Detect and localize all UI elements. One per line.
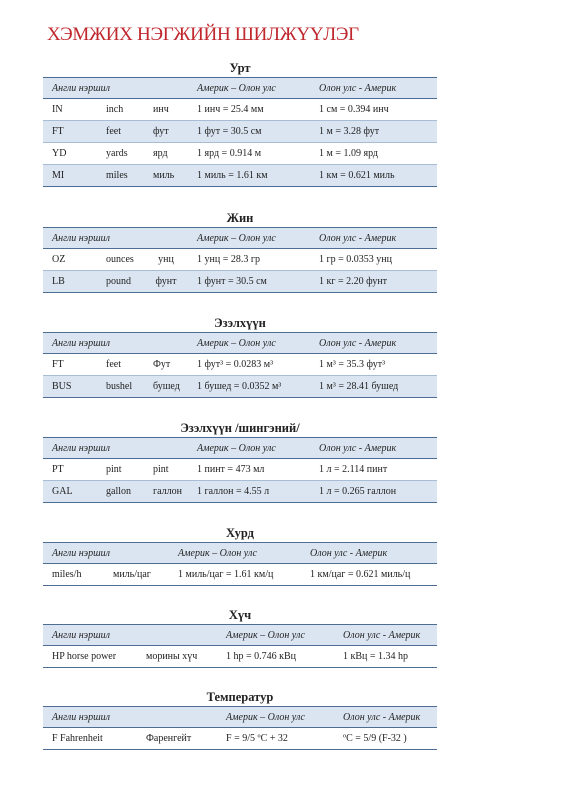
am-to-int-value: 1 фут³ = 0.0283 м³	[197, 359, 274, 370]
am-to-int-value: 1 фут = 30.5 см	[197, 126, 262, 137]
section-volume	[43, 314, 437, 398]
header-english: Англи нэршил	[52, 547, 110, 559]
unit-english: pint	[106, 464, 122, 475]
unit-mongolian: инч	[153, 104, 169, 115]
table-row	[43, 354, 437, 376]
unit-english: ounces	[106, 254, 134, 265]
section-title: Температур	[206, 690, 274, 704]
unit-abbr: BUS	[52, 381, 72, 392]
unit-abbr: GAL	[52, 486, 73, 497]
unit-mongolian: фут	[153, 126, 169, 137]
unit-english: yards	[106, 148, 128, 159]
am-to-int-value: 1 миль = 1.61 км	[197, 170, 268, 181]
unit-mongolian: морины хүч	[146, 651, 198, 662]
am-to-int-value: 1 миль/цаг = 1.61 км/ц	[178, 569, 274, 580]
am-to-int-value: 1 фунт = 30.5 см	[197, 276, 267, 287]
unit-abbr: FT	[52, 126, 64, 137]
table-row	[43, 99, 437, 121]
int-to-am-value: 1 л = 0.265 галлон	[319, 486, 397, 497]
am-to-int-value: 1 инч = 25.4 мм	[197, 104, 264, 115]
section-title: Эзэлхүүн /шингэний/	[180, 421, 300, 435]
page-title: ХЭМЖИХ НЭГЖИЙН ШИЛЖҮҮЛЭГ	[47, 24, 359, 45]
table-row	[43, 271, 437, 293]
unit-abbr: YD	[52, 148, 67, 159]
header-english: Англи нэршил	[52, 82, 110, 94]
conversion-table	[43, 706, 437, 750]
unit-english: feet	[106, 359, 121, 370]
conversion-table	[43, 437, 437, 503]
header-int-to-am: Олон улс - Америк	[343, 711, 421, 723]
table-row	[43, 564, 437, 586]
am-to-int-value: 1 унц = 28.3 гр	[197, 254, 260, 265]
unit-abbr: LB	[52, 276, 65, 287]
unit-english: miles/h	[52, 569, 82, 580]
section-speed	[43, 524, 437, 586]
header-am-to-int: Америк – Олон улс	[197, 82, 276, 94]
header-int-to-am: Олон улс - Америк	[310, 547, 388, 559]
conversion-table	[43, 624, 437, 668]
am-to-int-value: 1 бушед = 0.0352 м³	[197, 381, 282, 392]
header-am-to-int: Америк – Олон улс	[197, 232, 276, 244]
table-header-row	[43, 438, 437, 459]
unit-english: HP horse power	[52, 651, 117, 662]
section-weight	[43, 209, 437, 293]
header-am-to-int: Америк – Олон улс	[197, 442, 276, 454]
section-title: Жин	[226, 211, 254, 225]
unit-mongolian: фунт	[155, 276, 177, 287]
unit-mongolian: галлон	[153, 486, 182, 497]
int-to-am-value: 1 м³ = 35.3 фут³	[319, 359, 386, 370]
unit-english: bushel	[106, 381, 133, 392]
unit-abbr: OZ	[52, 254, 66, 265]
section-power	[43, 606, 437, 668]
section-title: Хурд	[226, 526, 254, 540]
table-row	[43, 481, 437, 503]
header-english: Англи нэршил	[52, 337, 110, 349]
header-english: Англи нэршил	[52, 629, 110, 641]
conversion-table	[43, 542, 437, 586]
table-row	[43, 459, 437, 481]
am-to-int-value: 1 пинт = 473 мл	[197, 464, 265, 475]
unit-english: pound	[106, 276, 131, 287]
unit-mongolian: pint	[153, 464, 169, 475]
am-to-int-value: F = 9/5 ºC + 32	[226, 733, 288, 744]
section-title: Урт	[229, 61, 251, 75]
section-title: Эзэлхүүн	[214, 316, 266, 330]
section-temperature	[43, 688, 437, 750]
int-to-am-value: 1 гр = 0.0353 унц	[319, 254, 392, 265]
header-int-to-am: Олон улс - Америк	[319, 442, 397, 454]
header-int-to-am: Олон улс - Америк	[319, 232, 397, 244]
header-english: Англи нэршил	[52, 232, 110, 244]
int-to-am-value: ºC = 5/9 (F-32 )	[343, 733, 407, 744]
table-header-row	[43, 543, 437, 564]
table-row	[43, 376, 437, 398]
unit-abbr: MI	[52, 170, 65, 181]
int-to-am-value: 1 км/цаг = 0.621 миль/ц	[310, 569, 411, 580]
table-row	[43, 728, 437, 750]
unit-mongolian: миль	[153, 170, 175, 181]
header-am-to-int: Америк – Олон улс	[226, 629, 305, 641]
conversion-table	[43, 227, 437, 293]
conversion-table	[43, 332, 437, 398]
unit-mongolian: ярд	[153, 148, 168, 159]
int-to-am-value: 1 км = 0.621 миль	[319, 170, 395, 181]
am-to-int-value: 1 hp = 0.746 кВц	[226, 651, 297, 662]
table-row	[43, 646, 437, 668]
table-row	[43, 143, 437, 165]
unit-abbr: PT	[52, 464, 64, 475]
am-to-int-value: 1 галлон = 4.55 л	[197, 486, 270, 497]
header-int-to-am: Олон улс - Америк	[319, 337, 397, 349]
table-header-row	[43, 707, 437, 728]
header-int-to-am: Олон улс - Америк	[319, 82, 397, 94]
unit-english: feet	[106, 126, 121, 137]
header-english: Англи нэршил	[52, 442, 110, 454]
unit-mongolian: миль/цаг	[113, 569, 151, 580]
table-row	[43, 121, 437, 143]
int-to-am-value: 1 м = 1.09 ярд	[319, 148, 379, 159]
unit-mongolian: Фут	[153, 359, 171, 370]
unit-english: inch	[106, 104, 124, 115]
header-english: Англи нэршил	[52, 711, 110, 723]
section-liquid-volume	[43, 419, 437, 503]
unit-english: F Fahrenheit	[52, 733, 103, 744]
unit-mongolian: унц	[158, 254, 174, 265]
int-to-am-value: 1 см = 0.394 инч	[319, 104, 389, 115]
section-length	[43, 59, 437, 187]
conversion-table	[43, 77, 437, 187]
table-header-row	[43, 333, 437, 354]
table-header-row	[43, 625, 437, 646]
unit-english: gallon	[106, 486, 131, 497]
int-to-am-value: 1 кВц = 1.34 hp	[343, 651, 409, 662]
unit-mongolian: Фаренгейт	[146, 733, 192, 744]
table-header-row	[43, 228, 437, 249]
section-title: Хүч	[228, 608, 252, 622]
header-am-to-int: Америк – Олон улс	[226, 711, 305, 723]
unit-abbr: IN	[52, 104, 63, 115]
table-row	[43, 165, 437, 187]
unit-english: miles	[106, 170, 128, 181]
int-to-am-value: 1 м³ = 28.41 бушед	[319, 381, 399, 392]
am-to-int-value: 1 ярд = 0.914 м	[197, 148, 262, 159]
table-row	[43, 249, 437, 271]
header-am-to-int: Америк – Олон улс	[197, 337, 276, 349]
table-header-row	[43, 78, 437, 99]
int-to-am-value: 1 кг = 2.20 фунт	[319, 276, 388, 287]
int-to-am-value: 1 м = 3.28 фут	[319, 126, 380, 137]
unit-abbr: FT	[52, 359, 64, 370]
unit-mongolian: бушед	[153, 381, 180, 392]
int-to-am-value: 1 л = 2.114 пинт	[319, 464, 388, 475]
header-am-to-int: Америк – Олон улс	[178, 547, 257, 559]
header-int-to-am: Олон улс - Америк	[343, 629, 421, 641]
